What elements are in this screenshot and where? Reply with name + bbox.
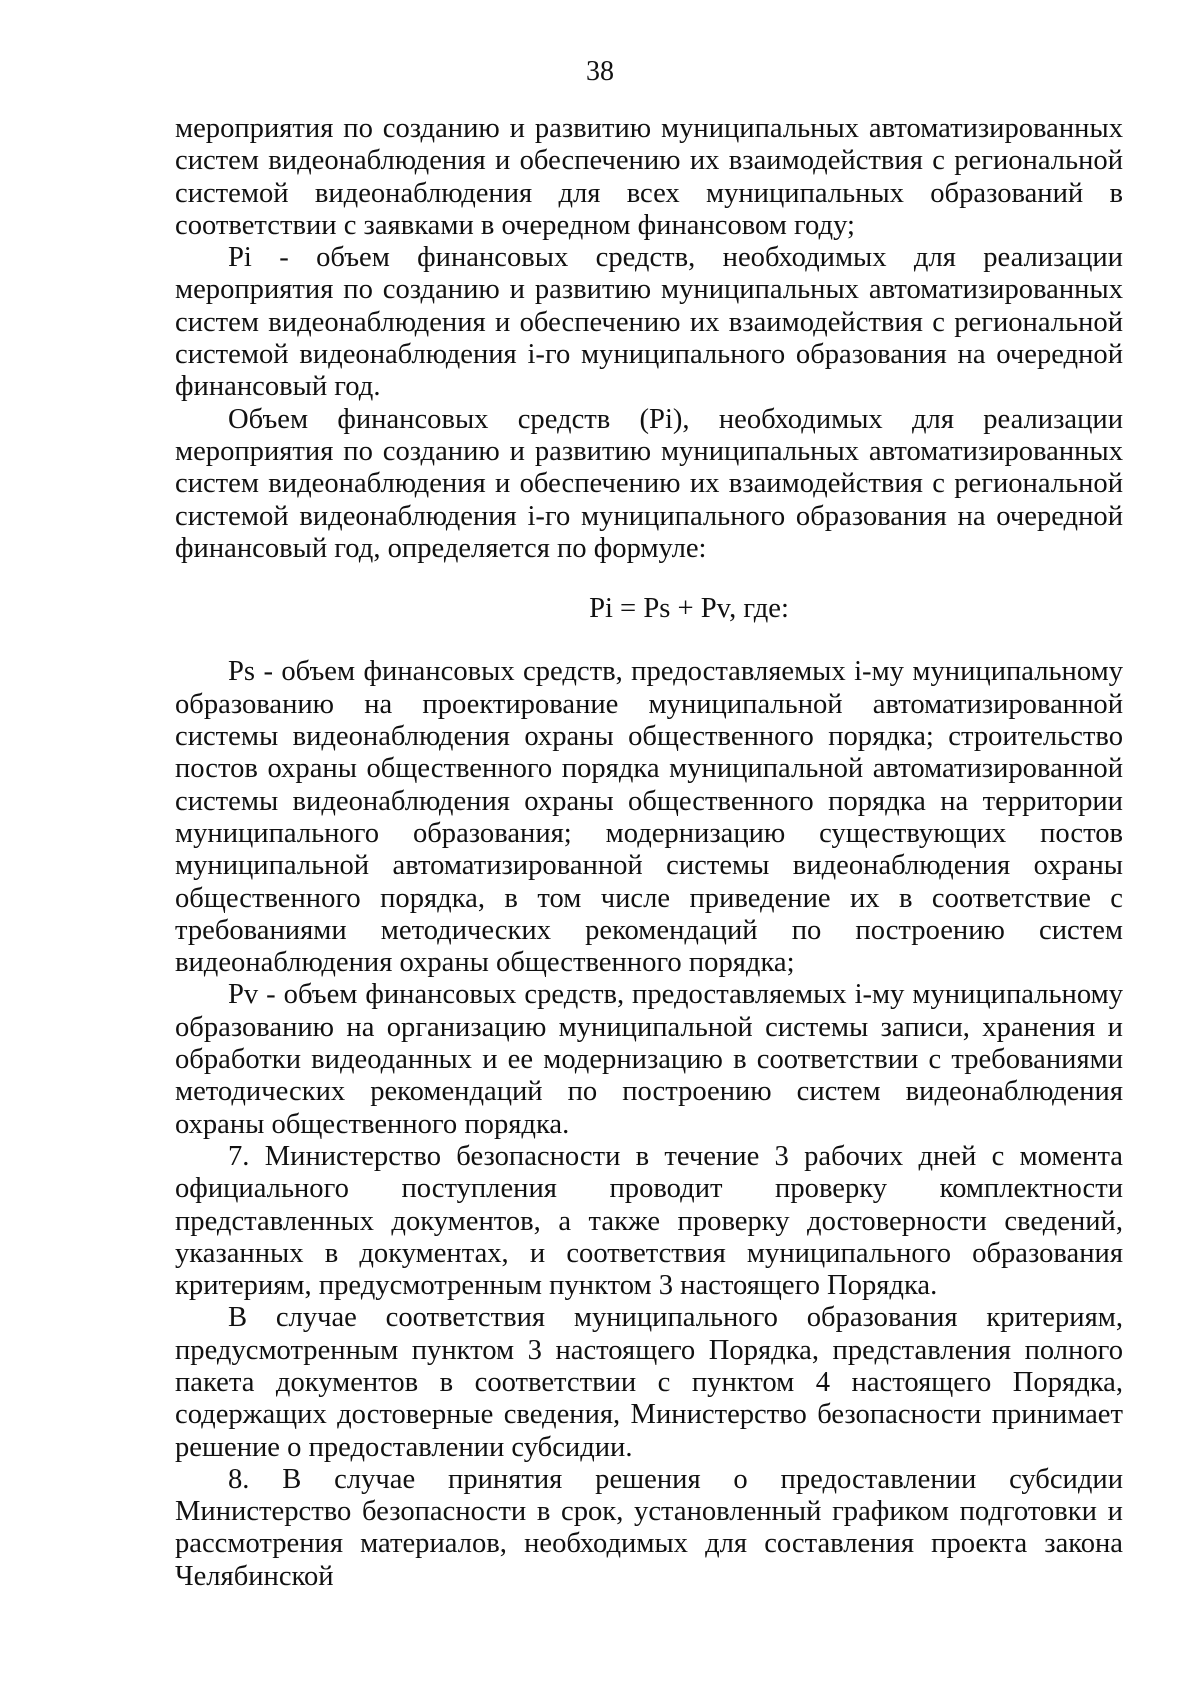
paragraph-pv-definition: Pv - объем финансовых средств, предоставляемых i-му муниципальному образованию на организацию муниципальной системы записи, хранения и обработки видеоданных и ее модернизацию в соответствии с требованиями методических рекомендаций по построению систем видеонаблюдения охраны общественного порядка. xyxy=(175,979,1123,1140)
paragraph-item-7: 7. Министерство безопасности в течение 3 рабочих дней с момента официального поступления проводит проверку комплектности представленных документов, а также проверку достоверности сведений, указанных в документах, и соответствия муниципального образования критериям, предусмотренным пунктом 3 настоящего Порядка. xyxy=(175,1140,1123,1302)
paragraph-item-8: 8. В случае принятия решения о предоставлении субсидии Министерство безопасности в срок, установленный графиком подготовки и рассмотрения материалов, необходимых для составления проекта закона Челябинской xyxy=(175,1463,1123,1592)
paragraph-formula-intro: Объем финансовых средств (Pi), необходимых для реализации мероприятия по созданию и развитию муниципальных автоматизированных систем видеонаблюдения и обеспечению их взаимодействия с региональной системой видеонаблюдения i-го муниципального образования на очередной финансовый год, определяется по формуле: xyxy=(175,403,1123,564)
paragraph-ps-definition: Ps - объем финансовых средств, предоставляемых i-му муниципальному образованию на проектирование муниципальной автоматизированной системы видеонаблюдения охраны общественного порядка; строительство постов охраны общественного порядка муниципальной автоматизированной системы видеонаблюдения охраны общественного порядка на территории муниципального образования; модернизацию существующих постов муниципальной автоматизированной системы видеонаблюдения охраны общественного порядка, в том числе приведение их в соответствие с требованиями методических рекомендаций по построению систем видеонаблюдения охраны общественного порядка; xyxy=(175,656,1123,979)
paragraph-item-7-decision: В случае соответствия муниципального образования критериям, предусмотренным пунктом 3 настоящего Порядка, представления полного пакета документов в соответствии с пунктом 4 настоящего Порядка, содержащих достоверные сведения, Министерство безопасности принимает решение о предоставлении субсидии. xyxy=(175,1302,1123,1463)
page-number: 38 xyxy=(586,56,614,87)
formula: Pi = Ps + Pv, где: xyxy=(589,593,789,625)
paragraph-continuation: мероприятия по созданию и развитию муниципальных автоматизированных систем видеонаблюдения и обеспечению их взаимодействия с региональной системой видеонаблюдения для всех муниципальных образований в соответствии с заявками в очередном финансовом году; xyxy=(175,113,1123,241)
document-body xyxy=(175,113,1123,1593)
paragraph-pi-definition: Pi - объем финансовых средств, необходимых для реализации мероприятия по созданию и развитию муниципальных автоматизированных систем видеонаблюдения и обеспечению их взаимодействия с региональной системой видеонаблюдения i-го муниципального образования на очередной финансовый год. xyxy=(175,242,1123,403)
